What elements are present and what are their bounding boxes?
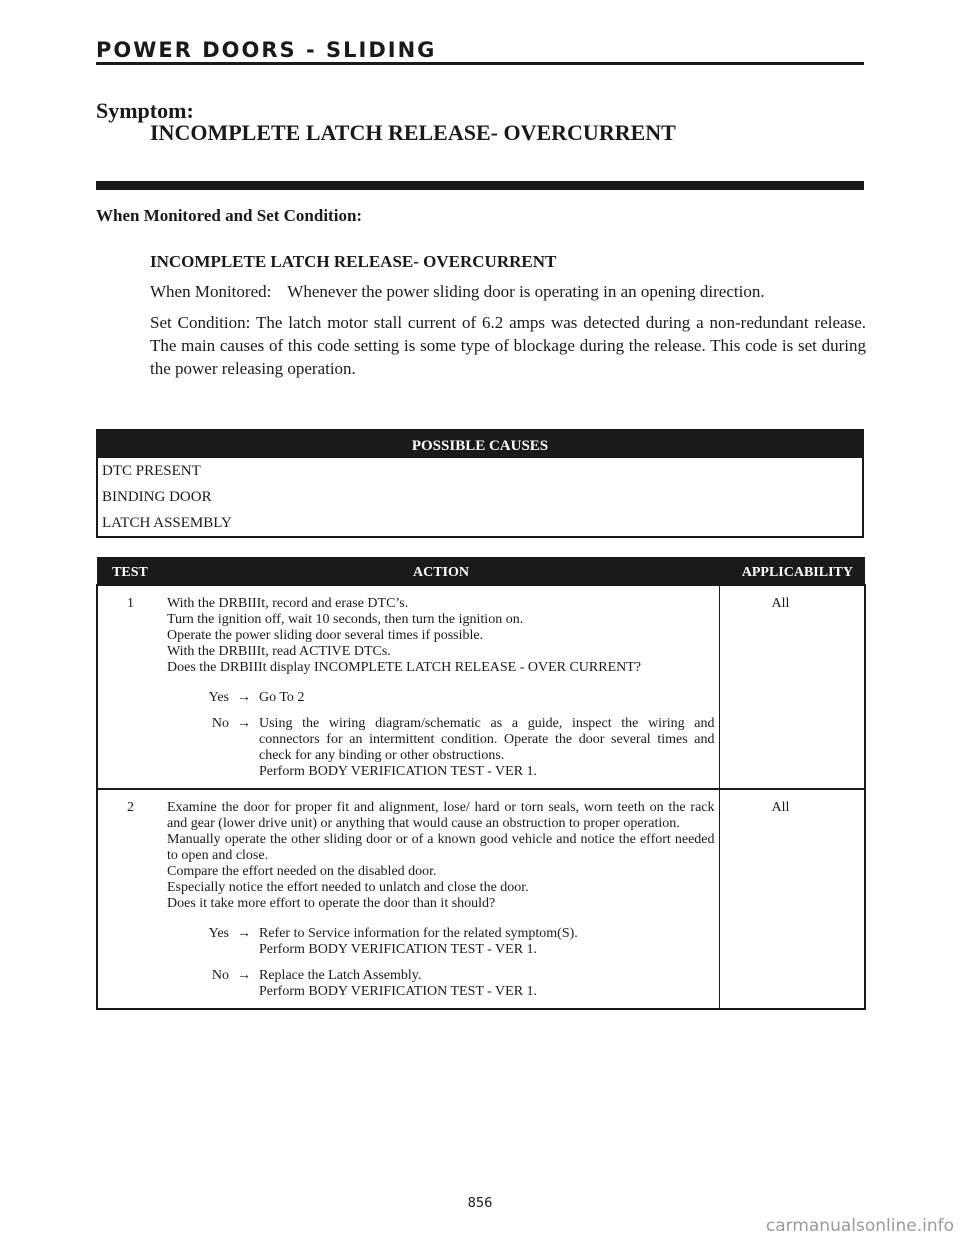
table-row <box>97 585 865 789</box>
header-action: ACTION <box>163 557 719 585</box>
no-label: No <box>211 716 229 731</box>
symptom-label: Symptom: <box>96 98 194 123</box>
yes-label: Yes <box>208 926 229 941</box>
page-number: 856 <box>467 1196 493 1211</box>
no-label: No <box>211 968 229 983</box>
section-divider <box>96 181 864 190</box>
table-row <box>97 789 865 1009</box>
no-text-2: Perform BODY VERIFICATION TEST - VER 1. <box>259 764 538 779</box>
no-branch <box>167 968 715 1000</box>
table-header-row <box>97 557 865 585</box>
no-body <box>259 716 715 780</box>
header-rule <box>96 62 864 65</box>
arrow-icon: → <box>237 926 251 941</box>
action-line: Manually operate the other sliding door or of a known good vehicle and notice the effort needed to open and close. <box>167 832 715 863</box>
action-line: Operate the power sliding door several times if possible. <box>167 628 484 643</box>
action-line: Does the DRBIIIt display INCOMPLETE LATCH RELEASE - OVER CURRENT? <box>167 660 642 675</box>
arrow-icon: → <box>237 968 251 983</box>
cause-item: LATCH ASSEMBLY <box>102 515 232 531</box>
test-number: 1 <box>97 585 163 789</box>
action-line: With the DRBIIIt, record and erase DTC’s. <box>167 596 409 611</box>
when-monitored-label: When Monitored: <box>150 282 272 301</box>
section-title: POWER DOORS - SLIDING <box>96 38 437 62</box>
possible-causes-box <box>96 429 864 538</box>
no-branch <box>167 716 715 780</box>
test-applicability: All <box>719 585 865 789</box>
no-text-2: Perform BODY VERIFICATION TEST - VER 1. <box>259 984 538 999</box>
yes-text: Refer to Service information for the related symptom(S). <box>259 926 578 941</box>
when-monitored-text: Whenever the power sliding door is operating in an opening direction. <box>287 282 765 301</box>
possible-causes-header: POSSIBLE CAUSES <box>98 431 862 458</box>
monitored-subtitle: INCOMPLETE LATCH RELEASE- OVERCURRENT <box>150 252 557 271</box>
test-table <box>96 557 866 1010</box>
yes-body <box>259 926 715 958</box>
monitored-heading: When Monitored and Set Condition: <box>96 206 363 225</box>
yes-branch <box>167 926 715 958</box>
cause-item: BINDING DOOR <box>102 489 212 505</box>
arrow-icon: → <box>237 690 251 705</box>
yes-text: Go To 2 <box>259 690 305 705</box>
set-condition-text: The latch motor stall current of 6.2 amps was detected during a non-redundant release. The main causes of this code setting is some type of blockage during the release. This code is set during the power releasing operation. <box>150 313 866 378</box>
test-number: 2 <box>97 789 163 1009</box>
arrow-icon: → <box>237 716 251 731</box>
no-text: Using the wiring diagram/schematic as a guide, inspect the wiring and connectors for an intermittent condition. Operate the door several times and check for any binding or other obstructions. <box>259 716 715 763</box>
symptom-title: INCOMPLETE LATCH RELEASE- OVERCURRENT <box>150 120 676 145</box>
action-line: Examine the door for proper fit and alignment, lose/ hard or torn seals, worn teeth on the rack and gear (lower drive unit) or anything that would cause an obstruction to proper operation. <box>167 800 715 831</box>
action-line: Turn the ignition off, wait 10 seconds, then turn the ignition on. <box>167 612 524 627</box>
yes-label: Yes <box>208 690 229 705</box>
test-action <box>163 585 719 789</box>
action-line: Especially notice the effort needed to unlatch and close the door. <box>167 880 529 895</box>
header-test: TEST <box>97 557 163 585</box>
action-line: Compare the effort needed on the disabled door. <box>167 864 437 879</box>
no-text: Replace the Latch Assembly. <box>259 968 422 983</box>
action-line: With the DRBIIIt, read ACTIVE DTCs. <box>167 644 391 659</box>
action-line: Does it take more effort to operate the door than it should? <box>167 896 496 911</box>
test-applicability: All <box>719 789 865 1009</box>
set-condition-label: Set Condition: <box>150 313 251 332</box>
when-monitored-paragraph <box>150 280 866 303</box>
set-condition-paragraph <box>150 311 866 380</box>
yes-text-2: Perform BODY VERIFICATION TEST - VER 1. <box>259 942 538 957</box>
header-applicability: APPLICABILITY <box>719 557 865 585</box>
no-body <box>259 968 715 1000</box>
yes-branch <box>167 690 715 706</box>
monitored-block <box>150 250 866 388</box>
test-action <box>163 789 719 1009</box>
cause-item: DTC PRESENT <box>102 463 201 479</box>
watermark-link[interactable]: carmanualsonline.info <box>765 1216 954 1236</box>
